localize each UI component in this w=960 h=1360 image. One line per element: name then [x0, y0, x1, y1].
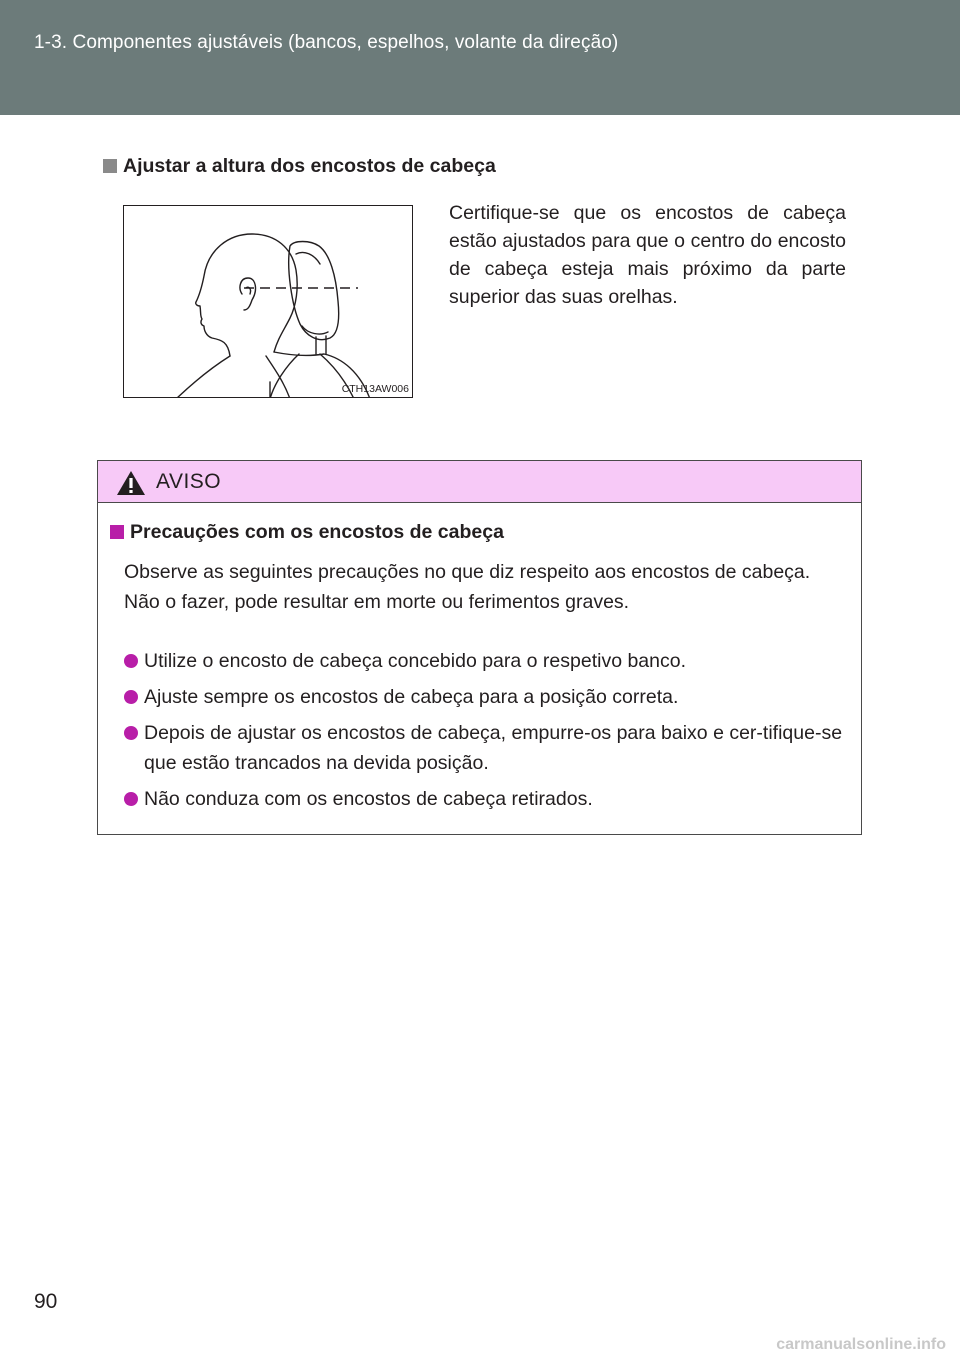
warning-bullet-list: [124, 646, 851, 820]
warning-para-1: Observe as seguintes precauções no que diz respeito aos encostos de cabeça.: [124, 561, 811, 583]
list-item: Ajuste sempre os encostos de cabeça para a posição correta.: [124, 682, 851, 712]
gray-square-icon: [103, 159, 117, 173]
intro-text: Certifique-se que os encostos de cabeça estão ajustados para que o centro do encosto de cabeça esteja mais próximo da parte superior das suas orelhas.: [449, 202, 846, 308]
page-header: [0, 0, 960, 115]
page-number: 90: [34, 1290, 58, 1313]
list-item: Não conduza com os encostos de cabeça retirados.: [124, 784, 851, 814]
watermark: carmanualsonline.info: [776, 1336, 946, 1353]
warning-subheading-text: Precauções com os encostos de cabeça: [130, 521, 504, 543]
warning-paragraph: [124, 557, 851, 617]
bullet-dot-icon: [124, 792, 138, 806]
magenta-square-icon: [110, 525, 124, 539]
bullet-dot-icon: [124, 690, 138, 704]
header-title: 1-3. Componentes ajustáveis (bancos, espelhos, volante da direção): [34, 32, 619, 53]
bullet-dot-icon: [124, 654, 138, 668]
headrest-illustration: [123, 205, 413, 398]
warning-subheading: [110, 521, 504, 544]
figure-code: CTH13AW006: [341, 383, 409, 395]
warning-header: [98, 461, 861, 503]
warning-para-2: Não o fazer, pode resultar em morte ou ferimentos graves.: [124, 591, 630, 613]
list-item: Utilize o encosto de cabeça concebido para o respetivo banco.: [124, 646, 851, 676]
head-and-headrest-drawing: [124, 206, 413, 398]
bullet-dot-icon: [124, 726, 138, 740]
section-heading: [103, 155, 496, 178]
warning-label: AVISO: [156, 470, 222, 493]
warning-box: [97, 460, 862, 835]
list-item: Depois de ajustar os encostos de cabeça, empurre-os para baixo e cer-tifique-se que estão trancados na devida posição.: [124, 718, 851, 778]
section-heading-text: Ajustar a altura dos encostos de cabeça: [123, 155, 496, 177]
warning-triangle-icon: [116, 470, 146, 496]
